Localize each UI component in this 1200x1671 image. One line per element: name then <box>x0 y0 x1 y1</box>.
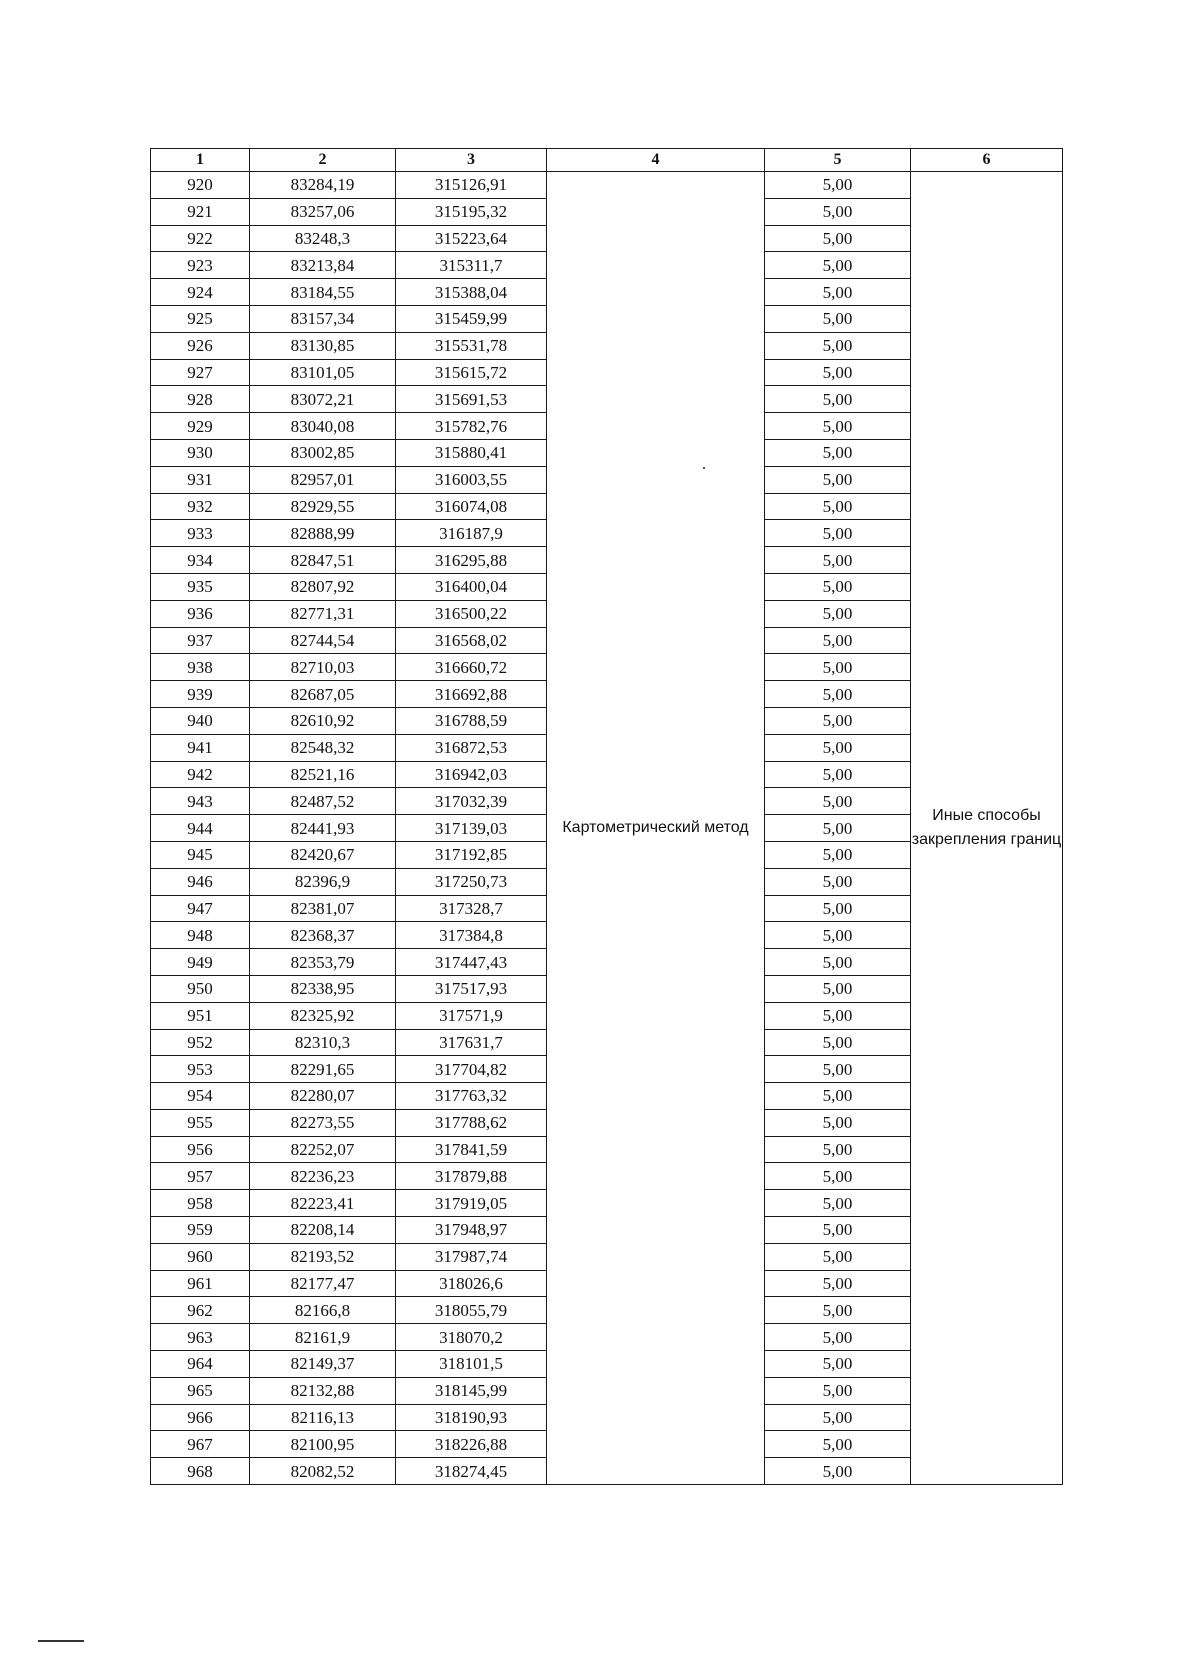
y-coordinate-cell: 316074,08 <box>396 493 547 520</box>
method-cell: Картометрический метод <box>547 172 765 1485</box>
point-number-cell: 925 <box>151 305 250 332</box>
table-header <box>151 149 1063 172</box>
point-number-cell: 966 <box>151 1404 250 1431</box>
accuracy-cell: 5,00 <box>765 895 911 922</box>
y-coordinate-cell: 317841,59 <box>396 1136 547 1163</box>
x-coordinate-cell: 82193,52 <box>250 1243 396 1270</box>
coordinates-table <box>150 148 1063 1485</box>
x-coordinate-cell: 82381,07 <box>250 895 396 922</box>
point-number-cell: 961 <box>151 1270 250 1297</box>
accuracy-cell: 5,00 <box>765 707 911 734</box>
x-coordinate-cell: 82353,79 <box>250 949 396 976</box>
x-coordinate-cell: 83284,19 <box>250 172 396 199</box>
accuracy-cell: 5,00 <box>765 547 911 574</box>
x-coordinate-cell: 82807,92 <box>250 573 396 600</box>
point-number-cell: 952 <box>151 1029 250 1056</box>
point-number-cell: 946 <box>151 868 250 895</box>
y-coordinate-cell: 317192,85 <box>396 841 547 868</box>
point-number-cell: 935 <box>151 573 250 600</box>
y-coordinate-cell: 318274,45 <box>396 1458 547 1485</box>
y-coordinate-cell: 316660,72 <box>396 654 547 681</box>
accuracy-cell: 5,00 <box>765 1351 911 1378</box>
x-coordinate-cell: 82610,92 <box>250 707 396 734</box>
accuracy-cell: 5,00 <box>765 198 911 225</box>
y-coordinate-cell: 317384,8 <box>396 922 547 949</box>
y-coordinate-cell: 317919,05 <box>396 1190 547 1217</box>
point-number-cell: 950 <box>151 975 250 1002</box>
point-number-cell: 959 <box>151 1217 250 1244</box>
x-coordinate-cell: 82325,92 <box>250 1002 396 1029</box>
accuracy-cell: 5,00 <box>765 225 911 252</box>
accuracy-cell: 5,00 <box>765 815 911 842</box>
y-coordinate-cell: 315880,41 <box>396 439 547 466</box>
x-coordinate-cell: 82149,37 <box>250 1351 396 1378</box>
accuracy-cell: 5,00 <box>765 172 911 199</box>
x-coordinate-cell: 83002,85 <box>250 439 396 466</box>
accuracy-cell: 5,00 <box>765 1002 911 1029</box>
accuracy-cell: 5,00 <box>765 949 911 976</box>
accuracy-cell: 5,00 <box>765 305 911 332</box>
point-number-cell: 931 <box>151 466 250 493</box>
x-coordinate-cell: 82166,8 <box>250 1297 396 1324</box>
x-coordinate-cell: 83040,08 <box>250 413 396 440</box>
x-coordinate-cell: 82132,88 <box>250 1377 396 1404</box>
point-number-cell: 939 <box>151 681 250 708</box>
y-coordinate-cell: 317879,88 <box>396 1163 547 1190</box>
x-coordinate-cell: 83184,55 <box>250 279 396 306</box>
point-number-cell: 940 <box>151 707 250 734</box>
accuracy-cell: 5,00 <box>765 1083 911 1110</box>
point-number-cell: 929 <box>151 413 250 440</box>
y-coordinate-cell: 318070,2 <box>396 1324 547 1351</box>
x-coordinate-cell: 83130,85 <box>250 332 396 359</box>
accuracy-cell: 5,00 <box>765 493 911 520</box>
x-coordinate-cell: 82487,52 <box>250 788 396 815</box>
y-coordinate-cell: 316187,9 <box>396 520 547 547</box>
y-coordinate-cell: 315691,53 <box>396 386 547 413</box>
accuracy-cell: 5,00 <box>765 1270 911 1297</box>
y-coordinate-cell: 316400,04 <box>396 573 547 600</box>
accuracy-cell: 5,00 <box>765 681 911 708</box>
point-number-cell: 941 <box>151 734 250 761</box>
accuracy-cell: 5,00 <box>765 868 911 895</box>
x-coordinate-cell: 82208,14 <box>250 1217 396 1244</box>
point-number-cell: 926 <box>151 332 250 359</box>
x-coordinate-cell: 82744,54 <box>250 627 396 654</box>
x-coordinate-cell: 82273,55 <box>250 1109 396 1136</box>
y-coordinate-cell: 316003,55 <box>396 466 547 493</box>
point-number-cell: 948 <box>151 922 250 949</box>
table-body <box>151 172 1063 1485</box>
point-number-cell: 934 <box>151 547 250 574</box>
y-coordinate-cell: 317763,32 <box>396 1083 547 1110</box>
y-coordinate-cell: 316568,02 <box>396 627 547 654</box>
accuracy-cell: 5,00 <box>765 654 911 681</box>
x-coordinate-cell: 82396,9 <box>250 868 396 895</box>
x-coordinate-cell: 83072,21 <box>250 386 396 413</box>
y-coordinate-cell: 317571,9 <box>396 1002 547 1029</box>
accuracy-cell: 5,00 <box>765 439 911 466</box>
accuracy-cell: 5,00 <box>765 1029 911 1056</box>
x-coordinate-cell: 82161,9 <box>250 1324 396 1351</box>
column-header-4: 4 <box>547 149 765 172</box>
point-number-cell: 958 <box>151 1190 250 1217</box>
x-coordinate-cell: 82082,52 <box>250 1458 396 1485</box>
y-coordinate-cell: 317032,39 <box>396 788 547 815</box>
point-number-cell: 930 <box>151 439 250 466</box>
accuracy-cell: 5,00 <box>765 413 911 440</box>
accuracy-cell: 5,00 <box>765 1109 911 1136</box>
y-coordinate-cell: 315388,04 <box>396 279 547 306</box>
y-coordinate-cell: 315459,99 <box>396 305 547 332</box>
accuracy-cell: 5,00 <box>765 573 911 600</box>
point-number-cell: 967 <box>151 1431 250 1458</box>
accuracy-cell: 5,00 <box>765 1297 911 1324</box>
x-coordinate-cell: 82888,99 <box>250 520 396 547</box>
footer-rule <box>38 1640 84 1642</box>
point-number-cell: 922 <box>151 225 250 252</box>
y-coordinate-cell: 315531,78 <box>396 332 547 359</box>
point-number-cell: 954 <box>151 1083 250 1110</box>
accuracy-cell: 5,00 <box>765 788 911 815</box>
y-coordinate-cell: 317704,82 <box>396 1056 547 1083</box>
point-number-cell: 953 <box>151 1056 250 1083</box>
x-coordinate-cell: 82771,31 <box>250 600 396 627</box>
x-coordinate-cell: 82338,95 <box>250 975 396 1002</box>
x-coordinate-cell: 82100,95 <box>250 1431 396 1458</box>
y-coordinate-cell: 318145,99 <box>396 1377 547 1404</box>
accuracy-cell: 5,00 <box>765 1056 911 1083</box>
accuracy-cell: 5,00 <box>765 1243 911 1270</box>
y-coordinate-cell: 318190,93 <box>396 1404 547 1431</box>
accuracy-cell: 5,00 <box>765 627 911 654</box>
y-coordinate-cell: 316788,59 <box>396 707 547 734</box>
y-coordinate-cell: 317788,62 <box>396 1109 547 1136</box>
point-number-cell: 968 <box>151 1458 250 1485</box>
y-coordinate-cell: 316295,88 <box>396 547 547 574</box>
x-coordinate-cell: 82280,07 <box>250 1083 396 1110</box>
y-coordinate-cell: 318226,88 <box>396 1431 547 1458</box>
accuracy-cell: 5,00 <box>765 600 911 627</box>
x-coordinate-cell: 82521,16 <box>250 761 396 788</box>
fixing-method-cell: Иные способы закрепления границ <box>911 172 1063 1485</box>
x-coordinate-cell: 83248,3 <box>250 225 396 252</box>
point-number-cell: 955 <box>151 1109 250 1136</box>
point-number-cell: 947 <box>151 895 250 922</box>
y-coordinate-cell: 318055,79 <box>396 1297 547 1324</box>
x-coordinate-cell: 82687,05 <box>250 681 396 708</box>
x-coordinate-cell: 82441,93 <box>250 815 396 842</box>
y-coordinate-cell: 315126,91 <box>396 172 547 199</box>
y-coordinate-cell: 315223,64 <box>396 225 547 252</box>
accuracy-cell: 5,00 <box>765 922 911 949</box>
x-coordinate-cell: 82710,03 <box>250 654 396 681</box>
x-coordinate-cell: 82548,32 <box>250 734 396 761</box>
point-number-cell: 957 <box>151 1163 250 1190</box>
accuracy-cell: 5,00 <box>765 734 911 761</box>
accuracy-cell: 5,00 <box>765 975 911 1002</box>
column-header-5: 5 <box>765 149 911 172</box>
accuracy-cell: 5,00 <box>765 1458 911 1485</box>
x-coordinate-cell: 82116,13 <box>250 1404 396 1431</box>
point-number-cell: 956 <box>151 1136 250 1163</box>
point-number-cell: 923 <box>151 252 250 279</box>
accuracy-cell: 5,00 <box>765 1217 911 1244</box>
point-number-cell: 927 <box>151 359 250 386</box>
point-number-cell: 928 <box>151 386 250 413</box>
y-coordinate-cell: 317517,93 <box>396 975 547 1002</box>
accuracy-cell: 5,00 <box>765 466 911 493</box>
point-number-cell: 933 <box>151 520 250 547</box>
x-coordinate-cell: 82252,07 <box>250 1136 396 1163</box>
point-number-cell: 951 <box>151 1002 250 1029</box>
accuracy-cell: 5,00 <box>765 1324 911 1351</box>
y-coordinate-cell: 315311,7 <box>396 252 547 279</box>
column-header-3: 3 <box>396 149 547 172</box>
y-coordinate-cell: 317987,74 <box>396 1243 547 1270</box>
y-coordinate-cell: 315782,76 <box>396 413 547 440</box>
y-coordinate-cell: 316500,22 <box>396 600 547 627</box>
y-coordinate-cell: 317250,73 <box>396 868 547 895</box>
point-number-cell: 964 <box>151 1351 250 1378</box>
point-number-cell: 962 <box>151 1297 250 1324</box>
y-coordinate-cell: 318101,5 <box>396 1351 547 1378</box>
y-coordinate-cell: 316942,03 <box>396 761 547 788</box>
column-header-6: 6 <box>911 149 1063 172</box>
accuracy-cell: 5,00 <box>765 1190 911 1217</box>
header-row <box>151 149 1063 172</box>
accuracy-cell: 5,00 <box>765 841 911 868</box>
point-number-cell: 938 <box>151 654 250 681</box>
accuracy-cell: 5,00 <box>765 520 911 547</box>
y-coordinate-cell: 316692,88 <box>396 681 547 708</box>
x-coordinate-cell: 82847,51 <box>250 547 396 574</box>
x-coordinate-cell: 83157,34 <box>250 305 396 332</box>
x-coordinate-cell: 82420,67 <box>250 841 396 868</box>
accuracy-cell: 5,00 <box>765 1404 911 1431</box>
point-number-cell: 924 <box>151 279 250 306</box>
accuracy-cell: 5,00 <box>765 386 911 413</box>
x-coordinate-cell: 82291,65 <box>250 1056 396 1083</box>
point-number-cell: 949 <box>151 949 250 976</box>
x-coordinate-cell: 83101,05 <box>250 359 396 386</box>
x-coordinate-cell: 82236,23 <box>250 1163 396 1190</box>
point-number-cell: 943 <box>151 788 250 815</box>
y-coordinate-cell: 317631,7 <box>396 1029 547 1056</box>
y-coordinate-cell: 317948,97 <box>396 1217 547 1244</box>
x-coordinate-cell: 83213,84 <box>250 252 396 279</box>
x-coordinate-cell: 82177,47 <box>250 1270 396 1297</box>
y-coordinate-cell: 315195,32 <box>396 198 547 225</box>
column-header-2: 2 <box>250 149 396 172</box>
y-coordinate-cell: 317447,43 <box>396 949 547 976</box>
accuracy-cell: 5,00 <box>765 1377 911 1404</box>
point-number-cell: 937 <box>151 627 250 654</box>
point-number-cell: 942 <box>151 761 250 788</box>
x-coordinate-cell: 82957,01 <box>250 466 396 493</box>
accuracy-cell: 5,00 <box>765 252 911 279</box>
x-coordinate-cell: 82310,3 <box>250 1029 396 1056</box>
y-coordinate-cell: 317139,03 <box>396 815 547 842</box>
table-row <box>151 172 1063 199</box>
point-number-cell: 965 <box>151 1377 250 1404</box>
accuracy-cell: 5,00 <box>765 279 911 306</box>
accuracy-cell: 5,00 <box>765 1163 911 1190</box>
point-number-cell: 936 <box>151 600 250 627</box>
point-number-cell: 920 <box>151 172 250 199</box>
x-coordinate-cell: 82223,41 <box>250 1190 396 1217</box>
accuracy-cell: 5,00 <box>765 1431 911 1458</box>
x-coordinate-cell: 83257,06 <box>250 198 396 225</box>
point-number-cell: 921 <box>151 198 250 225</box>
y-coordinate-cell: 316872,53 <box>396 734 547 761</box>
y-coordinate-cell: 317328,7 <box>396 895 547 922</box>
point-number-cell: 963 <box>151 1324 250 1351</box>
accuracy-cell: 5,00 <box>765 359 911 386</box>
point-number-cell: 932 <box>151 493 250 520</box>
y-coordinate-cell: 315615,72 <box>396 359 547 386</box>
x-coordinate-cell: 82368,37 <box>250 922 396 949</box>
x-coordinate-cell: 82929,55 <box>250 493 396 520</box>
point-number-cell: 945 <box>151 841 250 868</box>
scan-speck <box>703 467 705 469</box>
accuracy-cell: 5,00 <box>765 332 911 359</box>
point-number-cell: 960 <box>151 1243 250 1270</box>
column-header-1: 1 <box>151 149 250 172</box>
accuracy-cell: 5,00 <box>765 1136 911 1163</box>
y-coordinate-cell: 318026,6 <box>396 1270 547 1297</box>
accuracy-cell: 5,00 <box>765 761 911 788</box>
point-number-cell: 944 <box>151 815 250 842</box>
